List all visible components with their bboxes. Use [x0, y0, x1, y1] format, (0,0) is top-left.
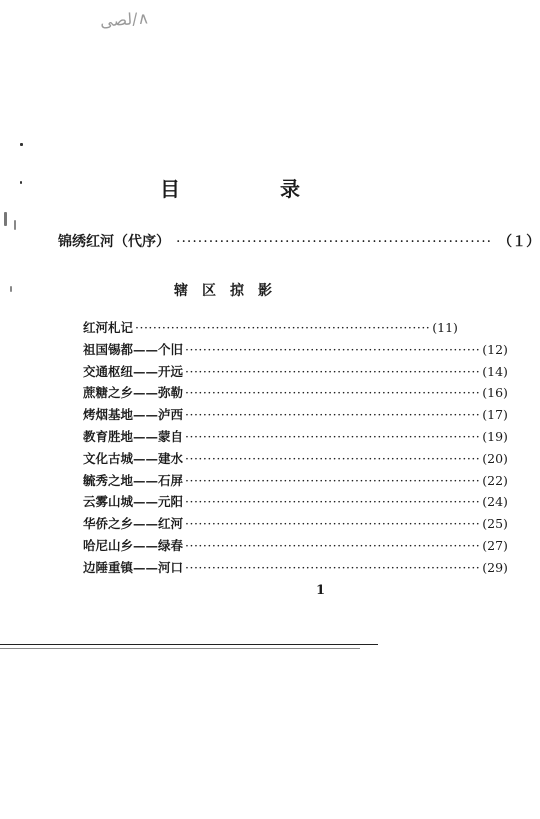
entry-label: 文化古城——建水 — [83, 450, 184, 466]
entry-label: 教育胜地——蒙自 — [83, 428, 184, 444]
margin-speck — [4, 212, 7, 226]
entry-page: (12) — [482, 341, 508, 357]
entry-label: 毓秀之地——石屏 — [83, 472, 184, 488]
toc-entry[interactable] — [83, 427, 508, 449]
entry-label: 云雾山城——元阳 — [83, 494, 184, 510]
handwritten-note: لصى/∧ — [99, 8, 150, 31]
entry-label: 祖国锡都——个旧 — [83, 341, 184, 357]
toc-entry[interactable] — [83, 340, 508, 362]
entry-page: (25) — [482, 516, 508, 532]
dot-leader: ·························································· — [176, 234, 493, 250]
entry-page: (27) — [482, 537, 508, 553]
dot-leader: ·································································· — [185, 494, 481, 510]
dot-leader: ·································································· — [185, 407, 481, 423]
toc-entry[interactable] — [83, 492, 508, 514]
dot-leader: ·································································· — [185, 385, 481, 401]
page-number: 1 — [316, 583, 326, 598]
entry-label: 红河札记 — [83, 320, 134, 335]
toc-title: 目 录 — [160, 177, 340, 201]
entry-label: 哈尼山乡——绿春 — [83, 537, 184, 553]
toc-preface-entry[interactable] — [58, 231, 540, 251]
entry-page: (16) — [482, 385, 508, 401]
toc-entry[interactable] — [83, 558, 508, 580]
dot-leader: ·································································· — [185, 559, 481, 575]
entry-page: (24) — [482, 494, 508, 510]
toc-entry[interactable] — [83, 318, 458, 340]
preface-label: 锦绣红河（代序） — [58, 234, 170, 250]
entry-label: 边陲重镇——河口 — [83, 559, 184, 575]
toc-entry[interactable] — [83, 405, 508, 427]
margin-speck — [20, 143, 23, 146]
toc-entry-list — [83, 318, 508, 580]
dot-leader: ·································································· — [135, 320, 431, 335]
toc-entry[interactable] — [83, 362, 508, 384]
margin-speck — [14, 220, 16, 230]
entry-page: (20) — [482, 450, 508, 466]
entry-page: (14) — [482, 363, 508, 379]
page-edge-rule — [0, 644, 378, 645]
entry-page: (19) — [482, 428, 508, 444]
entry-page: (11) — [432, 320, 458, 335]
entry-label: 华侨之乡——红河 — [83, 516, 184, 532]
section-heading: 辖区掠影 — [174, 283, 286, 299]
entry-page: (17) — [482, 407, 508, 423]
dot-leader: ·································································· — [185, 363, 481, 379]
entry-page: (29) — [482, 559, 508, 575]
dot-leader: ·································································· — [185, 341, 481, 357]
entry-label: 烤烟基地——泸西 — [83, 407, 184, 423]
toc-entry[interactable] — [83, 449, 508, 471]
toc-entry[interactable] — [83, 514, 508, 536]
dot-leader: ·································································· — [185, 537, 481, 553]
margin-speck — [10, 286, 12, 292]
page-edge-rule — [0, 648, 360, 649]
margin-speck — [20, 181, 22, 184]
toc-entry[interactable] — [83, 536, 508, 558]
entry-page: (22) — [482, 472, 508, 488]
dot-leader: ·································································· — [185, 450, 481, 466]
dot-leader: ·································································· — [185, 516, 481, 532]
dot-leader: ·································································· — [185, 428, 481, 444]
entry-label: 蔗糖之乡——弥勒 — [83, 385, 184, 401]
toc-entry[interactable] — [83, 383, 508, 405]
preface-page: （１） — [498, 234, 540, 250]
entry-label: 交通枢纽——开远 — [83, 363, 184, 379]
dot-leader: ·································································· — [185, 472, 481, 488]
toc-entry[interactable] — [83, 471, 508, 493]
